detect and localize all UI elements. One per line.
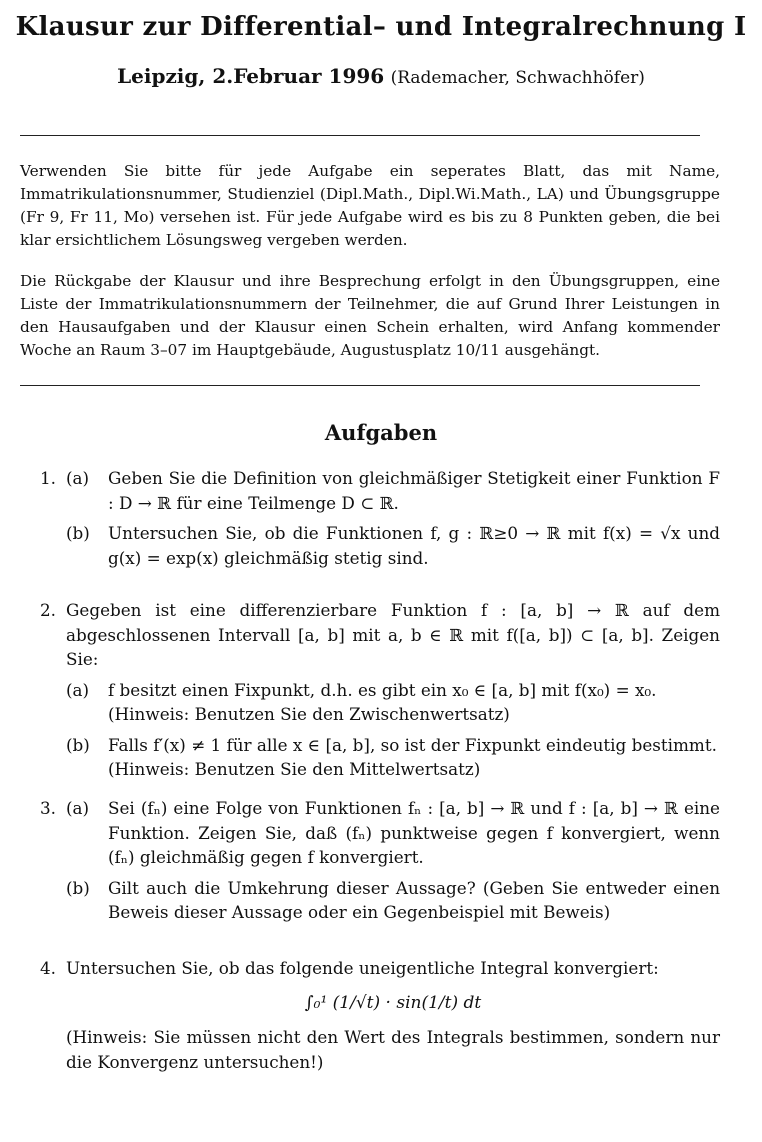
task-2-part-b [66,733,720,782]
part-text: Geben Sie die Definition von gleichmäßiger Stetigkeit einer Funktion F : D → ℝ für eine Teilmenge D ⊂ ℝ. [108,468,720,513]
task-2 [40,598,720,782]
task-2-intro: Gegeben ist eine differenzierbare Funktion f : [a, b] → ℝ auf dem abgeschlossenen Intervall [a, b] mit a, b ∈ ℝ mit f([a, b]) ⊂ [a, b]. Zeigen Sie: [66,600,720,669]
exam-subtitle [0,64,762,88]
task-4-hint: (Hinweis: Sie müssen nicht den Wert des Integrals bestimmen, sondern nur die Konvergenz untersuchen!) [66,1027,720,1072]
task-1-part-a [66,466,720,515]
task-4-intro: Untersuchen Sie, ob das folgende uneigentliche Integral konvergiert: [66,958,659,978]
exam-title: Klausur zur Differential– und Integralrechnung I [15,12,747,42]
exam-authors: (Rademacher, Schwachhöfer) [390,68,645,88]
part-label: (a) [66,468,90,488]
integral-formula: ∫₀¹ (1/√t) · sin(1/t) dt [304,992,482,1013]
intro-paragraph-1: Verwenden Sie bitte für jede Aufgabe ein seperates Blatt, das mit Name, Immatrikulationsnummer, Studienziel (Dipl.Math., Dipl.Wi.Math., LA) und Übungsgruppe (Fr 9, Fr 11, Mo) versehen ist. Für jede Aufgabe wird es bis zu 8 Punkten geben, die bei klar ersichtlichem Lösungsweg vergeben werden. [20,162,720,249]
task-4 [40,956,720,1074]
task-number: 1. [40,468,57,488]
part-text: Untersuchen Sie, ob die Funktionen f, g : ℝ≥0 → ℝ mit f(x) = √x und g(x) = exp(x) gleichmäßig stetig sind. [108,523,720,568]
intro-paragraph-2: Die Rückgabe der Klausur und ihre Besprechung erfolgt in den Übungsgruppen, eine Liste der Immatrikulationsnummern der Teilnehmer, die auf Grund Ihrer Leistungen in den Hausaufgaben und der Klausur einen Schein erhalten, wird Anfang kommender Woche an Raum 3–07 im Hauptgebäude, Augustusplatz 10/11 ausgehängt. [20,272,720,359]
part-text: Falls f′(x) ≠ 1 für alle x ∈ [a, b], so ist der Fixpunkt eindeutig bestimmt. [108,734,717,755]
task-2-part-a [66,678,720,727]
task-number: 2. [40,600,57,620]
part-text: Gilt auch die Umkehrung dieser Aussage? (Geben Sie entweder einen Beweis dieser Aussage oder ein Gegenbeispiel mit Beweis) [108,877,720,922]
part-text: Sei (fₙ) eine Folge von Funktionen fₙ : [a, b] → ℝ und f : [a, b] → ℝ eine Funktion. Zeigen Sie, daß (fₙ) punktweise gegen f konvergiert, wenn (fₙ) gleichmäßig gegen f konvergiert. [108,798,720,867]
part-label: (a) [66,798,90,818]
task-3-part-b [66,876,720,925]
part-hint: (Hinweis: Benutzen Sie den Zwischenwertsatz) [108,704,510,724]
task-number: 4. [40,958,57,978]
part-label: (b) [66,523,90,543]
task-1 [40,466,720,570]
task-1-part-b [66,521,720,570]
task-number: 3. [40,798,57,818]
part-hint: (Hinweis: Benutzen Sie den Mittelwertsatz) [108,759,481,779]
exam-date: Leipzig, 2.Februar 1996 [117,64,385,88]
part-text: f besitzt einen Fixpunkt, d.h. es gibt ein x₀ ∈ [a, b] mit f(x₀) = x₀. [108,679,657,700]
part-label: (b) [66,734,90,755]
part-label: (a) [66,679,90,700]
task-3 [40,796,720,925]
tasks-heading: Aufgaben [324,420,438,445]
task-3-part-a [66,796,720,870]
part-label: (b) [66,877,90,898]
top-divider [20,135,700,136]
bottom-divider [20,385,700,386]
